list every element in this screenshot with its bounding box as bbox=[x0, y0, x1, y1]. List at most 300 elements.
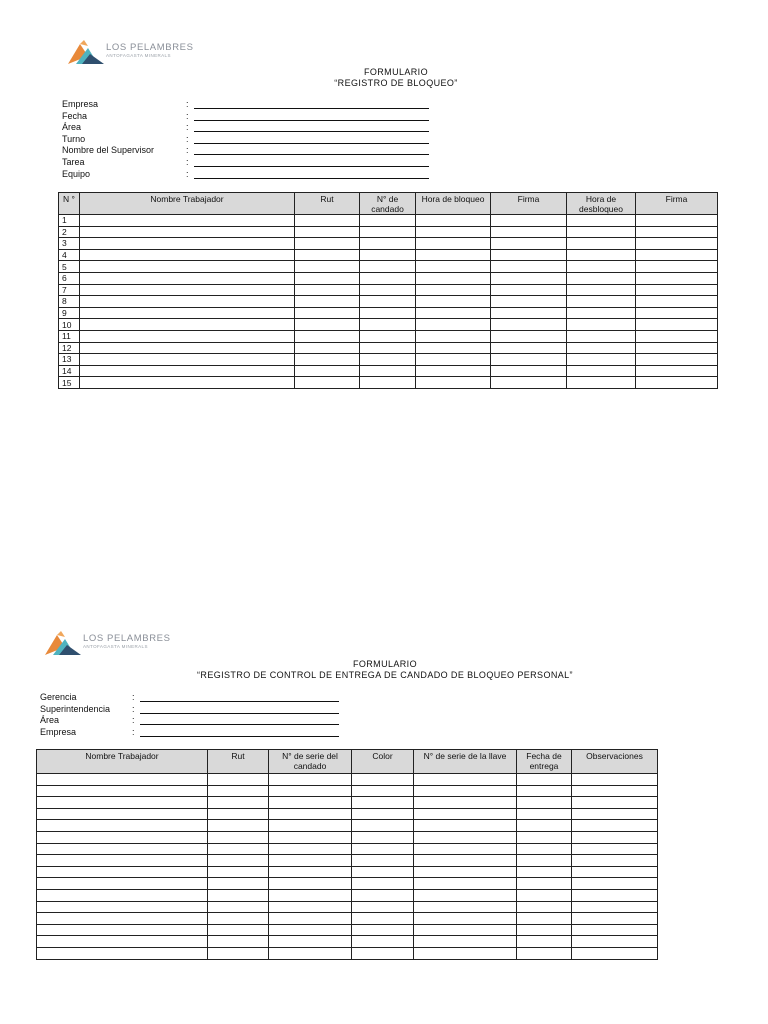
table-cell[interactable] bbox=[567, 272, 636, 284]
table-cell[interactable] bbox=[517, 774, 572, 786]
col-header-observaciones: Observaciones bbox=[572, 750, 658, 774]
table-cell[interactable] bbox=[37, 855, 208, 867]
col-header-rut: Rut bbox=[295, 193, 360, 215]
table-cell[interactable] bbox=[414, 878, 517, 890]
table-cell[interactable] bbox=[360, 307, 416, 319]
empresa-input[interactable] bbox=[194, 108, 429, 109]
table-row bbox=[37, 831, 658, 843]
table-row bbox=[59, 215, 718, 227]
table-cell[interactable] bbox=[567, 296, 636, 308]
table-cell[interactable] bbox=[360, 377, 416, 389]
table-cell[interactable] bbox=[517, 936, 572, 948]
table-cell[interactable] bbox=[636, 330, 718, 342]
table-cell[interactable] bbox=[208, 901, 269, 913]
table-cell[interactable] bbox=[517, 947, 572, 959]
table-cell[interactable] bbox=[572, 808, 658, 820]
table-cell[interactable] bbox=[517, 889, 572, 901]
table-cell[interactable] bbox=[636, 377, 718, 389]
table-header-row bbox=[59, 193, 718, 215]
table-cell[interactable] bbox=[352, 808, 414, 820]
table-cell[interactable] bbox=[572, 913, 658, 925]
table-row bbox=[37, 774, 658, 786]
table-cell[interactable] bbox=[636, 296, 718, 308]
table-cell[interactable] bbox=[636, 284, 718, 296]
table-cell[interactable] bbox=[37, 913, 208, 925]
table-cell[interactable] bbox=[360, 330, 416, 342]
table-cell[interactable] bbox=[416, 296, 491, 308]
col-header-firma-2: Firma bbox=[636, 193, 718, 215]
area-input-2[interactable] bbox=[140, 724, 339, 725]
table-cell[interactable] bbox=[360, 215, 416, 227]
table-cell[interactable] bbox=[491, 365, 567, 377]
turno-input[interactable] bbox=[194, 143, 429, 144]
table-cell[interactable] bbox=[567, 226, 636, 238]
table-cell[interactable] bbox=[491, 261, 567, 273]
table-cell[interactable] bbox=[295, 249, 360, 261]
table-cell[interactable] bbox=[37, 866, 208, 878]
form1-title-line2: “REGISTRO DE BLOQUEO” bbox=[334, 78, 458, 88]
table-cell[interactable] bbox=[269, 866, 352, 878]
table-cell[interactable] bbox=[517, 820, 572, 832]
table-cell[interactable] bbox=[567, 238, 636, 250]
table-cell[interactable] bbox=[572, 785, 658, 797]
entrega-table-body bbox=[37, 774, 658, 960]
table-cell[interactable] bbox=[517, 831, 572, 843]
table-row bbox=[59, 296, 718, 308]
table-cell[interactable] bbox=[37, 901, 208, 913]
table-cell[interactable] bbox=[37, 878, 208, 890]
table-cell[interactable] bbox=[352, 797, 414, 809]
bloqueo-table-body bbox=[59, 215, 718, 389]
table-row bbox=[59, 226, 718, 238]
table-cell[interactable] bbox=[80, 272, 295, 284]
table-cell[interactable] bbox=[269, 785, 352, 797]
table-cell[interactable] bbox=[416, 249, 491, 261]
bloqueo-table bbox=[58, 192, 718, 389]
table-cell[interactable] bbox=[37, 947, 208, 959]
logo-brand-text: LOS PELAMBRES bbox=[106, 42, 194, 53]
table-cell[interactable] bbox=[491, 296, 567, 308]
table-cell[interactable] bbox=[37, 924, 208, 936]
table-cell[interactable] bbox=[572, 936, 658, 948]
table-cell[interactable] bbox=[414, 820, 517, 832]
table-cell[interactable] bbox=[491, 226, 567, 238]
table-cell[interactable] bbox=[572, 843, 658, 855]
field-gerencia: Gerencia : bbox=[40, 692, 350, 704]
table-cell[interactable] bbox=[208, 913, 269, 925]
table-cell[interactable] bbox=[572, 866, 658, 878]
table-cell[interactable] bbox=[636, 261, 718, 273]
table-cell[interactable] bbox=[80, 284, 295, 296]
col-header-nombre: Nombre Trabajador bbox=[80, 193, 295, 215]
table-cell[interactable] bbox=[269, 947, 352, 959]
row-number: 2 bbox=[59, 226, 80, 238]
table-cell[interactable] bbox=[414, 866, 517, 878]
empresa-input-2[interactable] bbox=[140, 736, 339, 737]
table-cell[interactable] bbox=[295, 238, 360, 250]
table-cell[interactable] bbox=[636, 307, 718, 319]
table-row bbox=[59, 261, 718, 273]
table-cell[interactable] bbox=[352, 866, 414, 878]
field-superintendencia: Superintendencia : bbox=[40, 704, 350, 716]
col-header-rut: Rut bbox=[208, 750, 269, 774]
table-cell[interactable] bbox=[208, 866, 269, 878]
row-number: 3 bbox=[59, 238, 80, 250]
table-cell[interactable] bbox=[517, 855, 572, 867]
table-cell[interactable] bbox=[360, 261, 416, 273]
table-cell[interactable] bbox=[567, 307, 636, 319]
table-cell[interactable] bbox=[37, 889, 208, 901]
table-cell[interactable] bbox=[360, 272, 416, 284]
table-cell[interactable] bbox=[491, 330, 567, 342]
table-cell[interactable] bbox=[636, 319, 718, 331]
table-cell[interactable] bbox=[572, 855, 658, 867]
row-number: 7 bbox=[59, 284, 80, 296]
table-row bbox=[37, 785, 658, 797]
table-cell[interactable] bbox=[269, 936, 352, 948]
row-number: 9 bbox=[59, 307, 80, 319]
table-cell[interactable] bbox=[517, 901, 572, 913]
table-cell[interactable] bbox=[636, 272, 718, 284]
table-cell[interactable] bbox=[80, 342, 295, 354]
mountain-logo-icon bbox=[43, 629, 83, 657]
table-cell[interactable] bbox=[517, 866, 572, 878]
table-cell[interactable] bbox=[360, 365, 416, 377]
table-cell[interactable] bbox=[208, 774, 269, 786]
table-cell[interactable] bbox=[208, 936, 269, 948]
table-cell[interactable] bbox=[414, 924, 517, 936]
table-cell[interactable] bbox=[491, 319, 567, 331]
table-cell[interactable] bbox=[269, 820, 352, 832]
table-cell[interactable] bbox=[567, 365, 636, 377]
table-cell[interactable] bbox=[567, 249, 636, 261]
table-cell[interactable] bbox=[416, 284, 491, 296]
table-cell[interactable] bbox=[360, 319, 416, 331]
table-cell[interactable] bbox=[567, 319, 636, 331]
area-input[interactable] bbox=[194, 131, 429, 132]
table-cell[interactable] bbox=[295, 261, 360, 273]
table-cell[interactable] bbox=[352, 901, 414, 913]
table-cell[interactable] bbox=[360, 296, 416, 308]
table-cell[interactable] bbox=[414, 797, 517, 809]
table-cell[interactable] bbox=[269, 774, 352, 786]
table-cell[interactable] bbox=[37, 808, 208, 820]
table-cell[interactable] bbox=[208, 808, 269, 820]
table-cell[interactable] bbox=[414, 947, 517, 959]
table-cell[interactable] bbox=[208, 947, 269, 959]
table-cell[interactable] bbox=[269, 901, 352, 913]
table-row bbox=[37, 843, 658, 855]
table-cell[interactable] bbox=[352, 774, 414, 786]
table-row bbox=[59, 272, 718, 284]
table-cell[interactable] bbox=[636, 354, 718, 366]
table-cell[interactable] bbox=[567, 284, 636, 296]
table-cell[interactable] bbox=[567, 342, 636, 354]
table-cell[interactable] bbox=[414, 936, 517, 948]
equipo-input[interactable] bbox=[194, 178, 429, 179]
table-cell[interactable] bbox=[80, 319, 295, 331]
table-cell[interactable] bbox=[491, 272, 567, 284]
table-cell[interactable] bbox=[414, 785, 517, 797]
table-row bbox=[37, 878, 658, 890]
table-cell[interactable] bbox=[352, 831, 414, 843]
table-cell[interactable] bbox=[80, 365, 295, 377]
table-cell[interactable] bbox=[360, 284, 416, 296]
table-cell[interactable] bbox=[572, 889, 658, 901]
row-number: 10 bbox=[59, 319, 80, 331]
table-cell[interactable] bbox=[567, 261, 636, 273]
table-cell[interactable] bbox=[572, 831, 658, 843]
table-cell[interactable] bbox=[567, 330, 636, 342]
table-cell[interactable] bbox=[208, 924, 269, 936]
table-cell[interactable] bbox=[491, 342, 567, 354]
field-tarea: Tarea : bbox=[62, 157, 432, 169]
table-cell[interactable] bbox=[416, 215, 491, 227]
table-cell[interactable] bbox=[414, 831, 517, 843]
col-header-serie-candado: N° de serie del candado bbox=[269, 750, 352, 774]
table-cell[interactable] bbox=[572, 820, 658, 832]
row-number: 6 bbox=[59, 272, 80, 284]
form2-fields bbox=[40, 692, 350, 738]
table-cell[interactable] bbox=[352, 878, 414, 890]
table-row bbox=[37, 808, 658, 820]
form2-title-line1: FORMULARIO bbox=[352, 659, 417, 669]
table-cell[interactable] bbox=[269, 878, 352, 890]
table-cell[interactable] bbox=[517, 797, 572, 809]
table-cell[interactable] bbox=[295, 354, 360, 366]
form2-title-line2: “REGISTRO DE CONTROL DE ENTREGA DE CANDADO DE BLOQUEO PERSONAL” bbox=[197, 670, 573, 680]
table-row bbox=[59, 365, 718, 377]
table-cell[interactable] bbox=[360, 249, 416, 261]
table-cell[interactable] bbox=[416, 330, 491, 342]
table-cell[interactable] bbox=[269, 855, 352, 867]
table-cell[interactable] bbox=[491, 215, 567, 227]
table-cell[interactable] bbox=[416, 377, 491, 389]
table-cell[interactable] bbox=[80, 249, 295, 261]
table-cell[interactable] bbox=[416, 261, 491, 273]
col-header-hora-bloqueo: Hora de bloqueo bbox=[416, 193, 491, 215]
table-cell[interactable] bbox=[517, 808, 572, 820]
table-cell[interactable] bbox=[416, 354, 491, 366]
table-cell[interactable] bbox=[360, 354, 416, 366]
table-cell[interactable] bbox=[269, 808, 352, 820]
table-cell[interactable] bbox=[295, 307, 360, 319]
table-cell[interactable] bbox=[414, 855, 517, 867]
table-cell[interactable] bbox=[80, 215, 295, 227]
table-row bbox=[59, 354, 718, 366]
table-cell[interactable] bbox=[80, 354, 295, 366]
row-number: 14 bbox=[59, 365, 80, 377]
col-header-candado: N° de candado bbox=[360, 193, 416, 215]
form1-title-line1: FORMULARIO bbox=[363, 67, 428, 77]
table-row bbox=[37, 797, 658, 809]
table-cell[interactable] bbox=[517, 843, 572, 855]
table-cell[interactable] bbox=[491, 249, 567, 261]
table-cell[interactable] bbox=[269, 843, 352, 855]
table-cell[interactable] bbox=[416, 226, 491, 238]
table-cell[interactable] bbox=[295, 377, 360, 389]
table-cell[interactable] bbox=[37, 774, 208, 786]
table-cell[interactable] bbox=[352, 947, 414, 959]
field-empresa-2: Empresa : bbox=[40, 727, 350, 739]
table-cell[interactable] bbox=[636, 226, 718, 238]
table-cell[interactable] bbox=[567, 377, 636, 389]
form1-fields bbox=[62, 99, 432, 180]
table-row bbox=[59, 238, 718, 250]
logo-brand-text: LOS PELAMBRES bbox=[83, 633, 171, 644]
table-cell[interactable] bbox=[208, 831, 269, 843]
field-fecha: Fecha : bbox=[62, 111, 432, 123]
table-cell[interactable] bbox=[269, 889, 352, 901]
table-cell[interactable] bbox=[352, 889, 414, 901]
table-cell[interactable] bbox=[208, 797, 269, 809]
table-cell[interactable] bbox=[208, 855, 269, 867]
table-cell[interactable] bbox=[352, 936, 414, 948]
table-cell[interactable] bbox=[269, 831, 352, 843]
table-cell[interactable] bbox=[572, 878, 658, 890]
company-logo-2 bbox=[43, 629, 173, 659]
table-row bbox=[59, 330, 718, 342]
row-number: 15 bbox=[59, 377, 80, 389]
table-cell[interactable] bbox=[416, 272, 491, 284]
table-cell[interactable] bbox=[37, 831, 208, 843]
table-cell[interactable] bbox=[352, 843, 414, 855]
field-equipo: Equipo : bbox=[62, 169, 432, 181]
field-empresa: Empresa : bbox=[62, 99, 432, 111]
table-cell[interactable] bbox=[80, 307, 295, 319]
table-cell[interactable] bbox=[269, 913, 352, 925]
table-cell[interactable] bbox=[80, 296, 295, 308]
table-cell[interactable] bbox=[352, 785, 414, 797]
table-row bbox=[37, 889, 658, 901]
company-logo bbox=[66, 38, 196, 68]
table-cell[interactable] bbox=[517, 924, 572, 936]
table-cell[interactable] bbox=[416, 238, 491, 250]
table-cell[interactable] bbox=[208, 843, 269, 855]
table-cell[interactable] bbox=[636, 342, 718, 354]
table-cell[interactable] bbox=[491, 377, 567, 389]
table-cell[interactable] bbox=[360, 226, 416, 238]
table-cell[interactable] bbox=[636, 215, 718, 227]
table-cell[interactable] bbox=[414, 889, 517, 901]
table-cell[interactable] bbox=[491, 238, 567, 250]
table-cell[interactable] bbox=[80, 330, 295, 342]
table-cell[interactable] bbox=[572, 901, 658, 913]
gerencia-input[interactable] bbox=[140, 701, 339, 702]
table-row bbox=[37, 936, 658, 948]
table-row bbox=[59, 284, 718, 296]
table-cell[interactable] bbox=[491, 354, 567, 366]
table-cell[interactable] bbox=[269, 924, 352, 936]
table-row bbox=[37, 855, 658, 867]
table-cell[interactable] bbox=[37, 936, 208, 948]
table-cell[interactable] bbox=[414, 901, 517, 913]
table-cell[interactable] bbox=[80, 261, 295, 273]
table-cell[interactable] bbox=[295, 296, 360, 308]
table-cell[interactable] bbox=[636, 249, 718, 261]
table-cell[interactable] bbox=[352, 913, 414, 925]
table-cell[interactable] bbox=[567, 215, 636, 227]
table-cell[interactable] bbox=[360, 342, 416, 354]
row-number: 11 bbox=[59, 330, 80, 342]
table-cell[interactable] bbox=[572, 924, 658, 936]
table-cell[interactable] bbox=[295, 342, 360, 354]
table-cell[interactable] bbox=[636, 365, 718, 377]
col-header-fecha-entrega: Fecha de entrega bbox=[517, 750, 572, 774]
table-cell[interactable] bbox=[416, 365, 491, 377]
table-cell[interactable] bbox=[295, 215, 360, 227]
table-cell[interactable] bbox=[352, 855, 414, 867]
table-cell[interactable] bbox=[416, 342, 491, 354]
table-cell[interactable] bbox=[567, 354, 636, 366]
row-number: 5 bbox=[59, 261, 80, 273]
table-cell[interactable] bbox=[208, 878, 269, 890]
table-cell[interactable] bbox=[572, 947, 658, 959]
table-row bbox=[59, 307, 718, 319]
table-cell[interactable] bbox=[360, 238, 416, 250]
table-cell[interactable] bbox=[491, 307, 567, 319]
field-supervisor: Nombre del Supervisor : bbox=[62, 145, 432, 157]
table-cell[interactable] bbox=[295, 319, 360, 331]
field-turno: Turno : bbox=[62, 134, 432, 146]
table-cell[interactable] bbox=[352, 924, 414, 936]
table-cell[interactable] bbox=[416, 307, 491, 319]
table-cell[interactable] bbox=[208, 785, 269, 797]
table-cell[interactable] bbox=[37, 843, 208, 855]
superintendencia-input[interactable] bbox=[140, 713, 339, 714]
table-cell[interactable] bbox=[37, 797, 208, 809]
table-cell[interactable] bbox=[416, 319, 491, 331]
table-cell[interactable] bbox=[352, 820, 414, 832]
table-cell[interactable] bbox=[37, 785, 208, 797]
table-cell[interactable] bbox=[295, 284, 360, 296]
table-cell[interactable] bbox=[517, 913, 572, 925]
table-cell[interactable] bbox=[636, 238, 718, 250]
table-row bbox=[59, 377, 718, 389]
table-cell[interactable] bbox=[80, 226, 295, 238]
table-cell[interactable] bbox=[80, 377, 295, 389]
table-cell[interactable] bbox=[295, 272, 360, 284]
col-header-firma: Firma bbox=[491, 193, 567, 215]
table-cell[interactable] bbox=[414, 913, 517, 925]
table-row bbox=[37, 820, 658, 832]
table-cell[interactable] bbox=[37, 820, 208, 832]
table-cell[interactable] bbox=[517, 785, 572, 797]
table-cell[interactable] bbox=[491, 284, 567, 296]
table-cell[interactable] bbox=[572, 774, 658, 786]
table-cell[interactable] bbox=[269, 797, 352, 809]
table-cell[interactable] bbox=[572, 797, 658, 809]
table-cell[interactable] bbox=[80, 238, 295, 250]
col-header-serie-llave: N° de serie de la llave bbox=[414, 750, 517, 774]
table-cell[interactable] bbox=[295, 226, 360, 238]
supervisor-input[interactable] bbox=[194, 154, 429, 155]
fecha-input[interactable] bbox=[194, 120, 429, 121]
table-cell[interactable] bbox=[208, 820, 269, 832]
table-cell[interactable] bbox=[295, 330, 360, 342]
table-cell[interactable] bbox=[295, 365, 360, 377]
row-number: 12 bbox=[59, 342, 80, 354]
tarea-input[interactable] bbox=[194, 166, 429, 167]
table-cell[interactable] bbox=[414, 774, 517, 786]
row-number: 13 bbox=[59, 354, 80, 366]
field-area-2: Área : bbox=[40, 715, 350, 727]
table-cell[interactable] bbox=[414, 843, 517, 855]
table-cell[interactable] bbox=[208, 889, 269, 901]
entrega-candado-table bbox=[36, 749, 658, 960]
table-cell[interactable] bbox=[517, 878, 572, 890]
table-cell[interactable] bbox=[414, 808, 517, 820]
